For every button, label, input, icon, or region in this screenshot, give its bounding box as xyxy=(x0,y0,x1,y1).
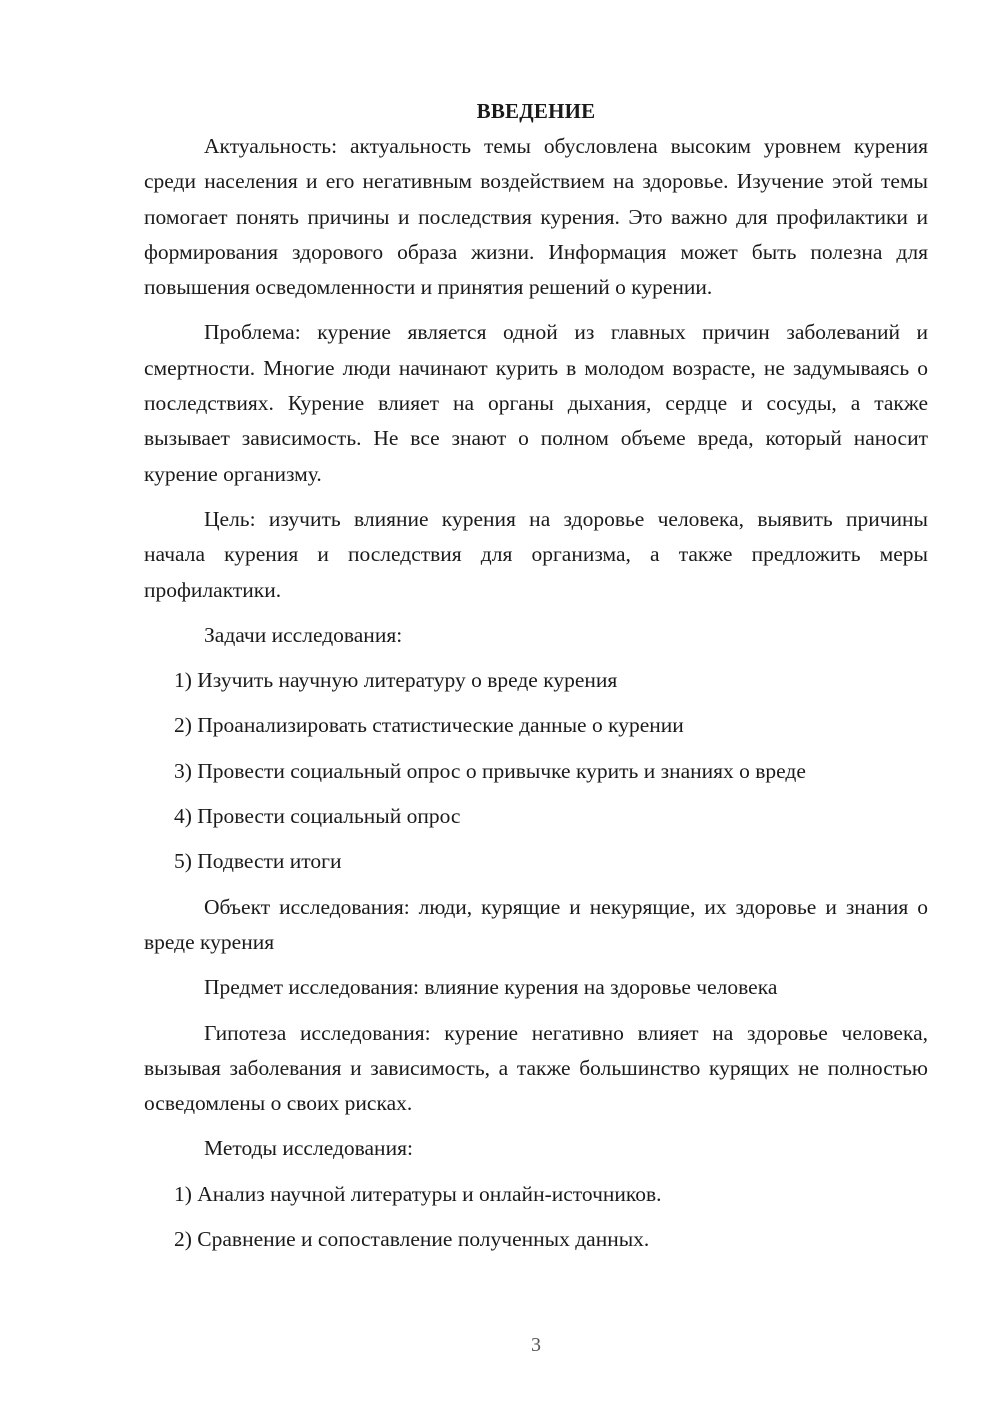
subject-paragraph: Предмет исследования: влияние курения на здоровье человека xyxy=(204,975,778,1000)
goal-paragraph: Цель: изучить влияние курения на здоровье человека, выявить причины начала курения и последствия для организма, а также предложить меры профилактики. xyxy=(144,506,928,602)
task-item: 1) Изучить научную литературу о вреде курения xyxy=(174,668,618,693)
hypothesis-paragraph: Гипотеза исследования: курение негативно влияет на здоровье человека, вызывая заболевания и зависимость, а также большинство курящих не полностью осведомлены о своих рисках. xyxy=(144,1020,928,1116)
document-page xyxy=(144,94,928,1267)
problem-paragraph: Проблема: курение является одной из главных причин заболеваний и смертности. Многие люди начинают курить в молодом возрасте, не задумываясь о последствиях. Курение влияет на органы дыхания, сердце и сосуды, а также вызывает зависимость. Не все знают о полном объеме вреда, который наносит курение организму. xyxy=(144,320,928,486)
method-item: 1) Анализ научной литературы и онлайн-источников. xyxy=(174,1181,662,1206)
methods-heading: Методы исследования: xyxy=(204,1136,413,1161)
task-item: 2) Проанализировать статистические данные о курении xyxy=(174,713,684,738)
task-item: 5) Подвести итоги xyxy=(174,849,342,874)
section-title: ВВЕДЕНИЕ xyxy=(476,99,596,123)
tasks-heading: Задачи исследования: xyxy=(204,622,403,647)
page-number: 3 xyxy=(531,1334,541,1356)
task-item: 4) Провести социальный опрос xyxy=(174,804,461,829)
task-item: 3) Провести социальный опрос о привычке курить и знаниях о вреде xyxy=(174,758,806,783)
relevance-paragraph: Актуальность: актуальность темы обусловлена высоким уровнем курения среди населения и его негативным воздействием на здоровье. Изучение этой темы помогает понять причины и последствия курения. Это важно для профилактики и формирования здорового образа жизни. Информация может быть полезна для повышения осведомленности и принятия решений о курении. xyxy=(144,134,928,300)
method-item: 2) Сравнение и сопоставление полученных данных. xyxy=(174,1227,650,1252)
object-paragraph: Объект исследования: люди, курящие и некурящие, их здоровье и знания о вреде курения xyxy=(144,894,928,954)
